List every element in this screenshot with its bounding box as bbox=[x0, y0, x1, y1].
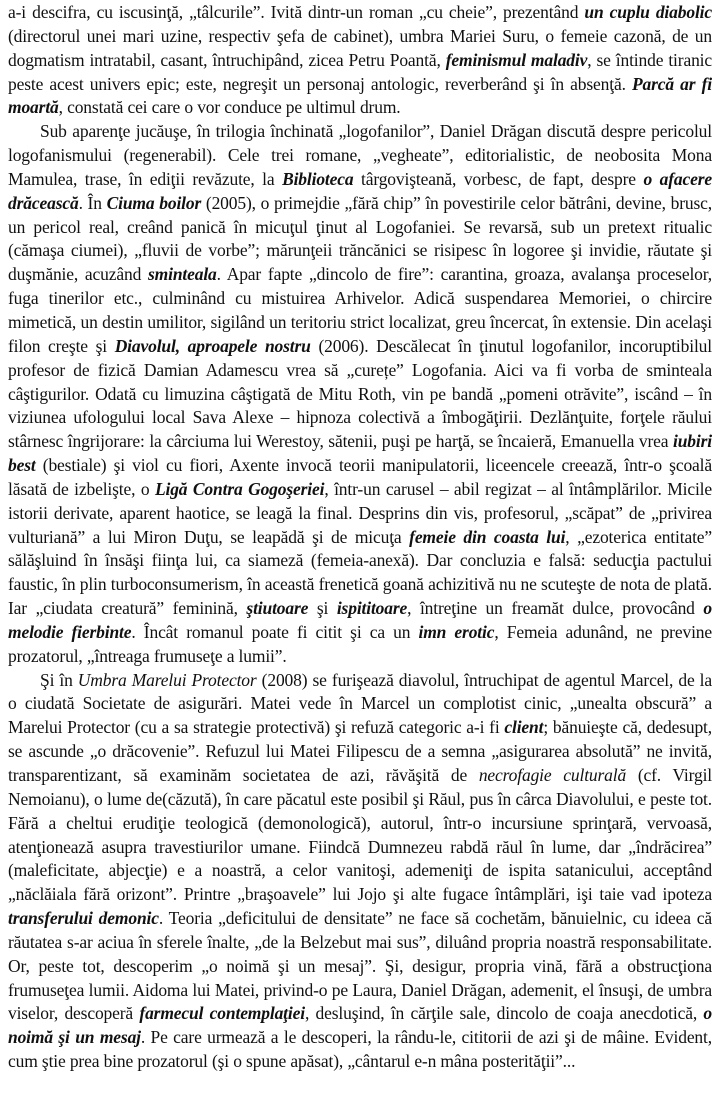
text-run: , se întinde tiranic peste acest univers epic; este, negreşit un personaj antologic, reverberând şi în absenţă. bbox=[8, 49, 712, 94]
text-run: (2006). Descălecat în ţinutul logofanilor, incoruptibilul profesor de fizică Damian Adamescu vrea să „curețe” Logofania. Aici va fi vorba de sminteala câştigurilor. Odată cu limuzina câştigată de Mitu Roth, vin pe bandă „pomeni otrăvite”, iscând – în viziunea ufologului local Sava Alexe – hipnoza colectivă a îmbogăţirii. Dezlănţuite, forţele răului stârnesc îngrijorare: la cârciuma lui Werestoy, sătenii, puşi pe harţă, se încaieră, Emanuella vrea bbox=[8, 335, 712, 452]
text-run: . În bbox=[78, 192, 107, 213]
text-run: Şi în bbox=[40, 669, 78, 690]
text-run: (cf. Virgil Nemoianu), o lume de(căzută), în care păcatul este posibil şi Răul, pus în cârca Diavolului, e peste tot. Fără a cheltui erudiţie teologică (demonologică), autorul, într-o incursiune sprinţară, vervoasă, atenţionează asupra travestiurilor umane. Fiindcă Dumnezeu rabdă răul în lume, dar „îndrăcirea” (maleficitate, abjecţie) e a noastră, a celor vanitoşi, ademeniţi de ispita satanicului, acceptând „năclăiala fără orizont”. Printre „braşoavele” lui Jojo şi alte fugace întâmplări, işi taie vad ipoteza bbox=[8, 765, 712, 905]
emphasized-text: farmecul contemplaţiei bbox=[139, 1003, 305, 1024]
text-run: , desluşind, în cărţile sale, dincolo de coaja anecdotică, bbox=[304, 1003, 704, 1024]
emphasized-text: client bbox=[504, 717, 544, 738]
emphasized-text: Biblioteca bbox=[282, 168, 354, 189]
text-run: (directorul unei mari uzine, respectiv şefa de cabinet), umbra Mariei Suru, o femeie cazonă, de un dogmatism intratabil, casant, întruchipând, zicea Petru Poantă, bbox=[8, 25, 712, 70]
emphasized-text: Umbra Marelui Protector bbox=[77, 669, 257, 690]
text-run: , constată cei care o vor conduce pe ultimul drum. bbox=[58, 97, 401, 118]
text-run: , Femeia adunând, ne previne prozatorul, „întreaga frumuseţe a lumii”. bbox=[8, 621, 712, 666]
emphasized-text: Ciuma boilor bbox=[106, 192, 202, 213]
emphasized-text: o noimă şi un mesaj bbox=[8, 1003, 712, 1048]
text-run: a-i descifra, cu iscusinţă, „tâlcurile”. Ivită dintr-un roman „cu cheie”, prezentând bbox=[8, 2, 585, 22]
text-run: . Teoria „deficitului de densitate” ne face să cochetăm, bănuielnic, cu ideea că răutatea s-ar aciua în sferele înalte, „de la Belzebut mai sus”, diluând propria noastră responsabilitate. Or, peste tot, descoperim „o noimă şi un mesaj”. Şi, desigur, propria vină, fără a obstrucţiona frumuseţea lumii. Aidoma lui Matei, privind-o pe Laura, Daniel Drăgan, ademenit, el însuşi, de umbra viselor, descoperă bbox=[8, 908, 712, 1024]
paragraph-2 bbox=[8, 120, 712, 668]
text-run: , într-un carusel – abil regizat – al întâmplărilor. Micile istorii derivate, aparent haotice, se leagă la final. Desprins din vis, profesorul, „scăpat” de „privirea vulturiană” a lui Miron Duţu, se leapădă şi de micuţa bbox=[8, 478, 712, 547]
emphasized-text: sminteala bbox=[147, 264, 217, 285]
paragraph-1 bbox=[8, 1, 712, 120]
text-run: Sub aparenţe jucăuşe, în trilogia închinată „logofanilor”, Daniel Drăgan discută despre pericolul logofanismului (regenerabil). Cele trei romane, „vegheate”, editorialistic, de neobosita Mona Mamulea, trase, în ediţii revăzute, la bbox=[8, 121, 712, 189]
text-run: , „ezoterica entitate” sălăşluind în însăşi fiinţa lui, ca siameză (femeia-anexă). Dar concluzia e falsă: seducţia pactului faustic, în plin turboconsumerism, în această frenetică goană achizitivă nu ne scuteşte de nota de plată. Iar „ciudata creatură” feminină, bbox=[8, 526, 713, 619]
emphasized-text: iubiri best bbox=[8, 431, 712, 476]
emphasized-text: un cuplu diabolic bbox=[584, 2, 712, 22]
text-run: (bestiale) şi viol cu fiori, Axente invocă teorii manipulatorii, liceencele creează, într-o şcoală lăsată de izbelişte, o bbox=[8, 455, 712, 499]
text-run: târgovişteană, vorbesc, de fapt, despre bbox=[353, 168, 644, 189]
emphasized-text: ispititoare bbox=[336, 598, 408, 619]
text-run: . Încât romanul poate fi citit şi ca un bbox=[131, 621, 419, 642]
text-run: ; bănuieşte că, dedesupt, se ascunde „o drăcovenie”. Refuzul lui Matei Filipescu de a semna „asigurarea absolută” ne invită, transparentizant, să examinăm societatea de azi, răvăşită de bbox=[8, 717, 712, 785]
emphasized-text: necrofagie culturală bbox=[478, 765, 627, 785]
emphasized-text: femeie din coasta lui bbox=[409, 526, 566, 547]
emphasized-text: feminismul maladiv bbox=[445, 49, 588, 70]
text-run: , întreţine un freamăt dulce, provocând bbox=[407, 598, 704, 619]
emphasized-text: transferului demonic bbox=[8, 908, 159, 929]
emphasized-text: o afacere drăcească bbox=[8, 168, 712, 213]
emphasized-text: ştiutoare bbox=[246, 598, 309, 619]
emphasized-text: imn erotic bbox=[418, 621, 495, 642]
text-run: . Apar fapte „dincolo de fire”: carantina, groaza, avalanşa proceselor, fuga tinerilor etc., culminând cu mistuirea Arhivelor. Adică suspendarea Memoriei, o chircire mimetică, un destin umilitor, sigilând un teritoriu strict localizat, greu încercat, în extensie. Din acelaşi filon creşte şi bbox=[8, 264, 712, 356]
emphasized-text: Ligă Contra Gogoşeriei bbox=[154, 478, 325, 499]
text-run: . Pe care urmează a le descoperi, la rându-le, cititorii de azi şi de mâine. Evident, cum ştie prea bine prozatorul (şi o spune apăsat), „cântarul e-n mâna posterităţii”... bbox=[8, 1027, 712, 1072]
emphasized-text: Diavolul, aproapele nostru bbox=[114, 335, 311, 356]
paragraph-3 bbox=[8, 669, 712, 1074]
emphasized-text: o melodie fierbinte bbox=[8, 598, 712, 642]
text-run: (2005), o primejdie „fără chip” în povestirile celor bătrâni, devine, brusc, un pericol real, creând panică în micuţul ţinut al Logofaniei. Se revarsă, sub un pretext ritualic (cămaşa ciumei), „fluvii de vorbe”; mărunţeii trăncănici se risipesc în logoree şi invidie, răutate şi duşmănie, acuzând bbox=[8, 192, 712, 285]
emphasized-text: Parcă ar fi moartă bbox=[8, 73, 712, 118]
text-run: şi bbox=[308, 598, 337, 619]
text-run: (2008) se furişează diavolul, întruchipat de agentul Marcel, de la o ciudată Societate de asigurări. Matei vede în Marcel un complotist cinic, „unealta obscură” a Marelui Protector (cu a sa strategie protectivă) şi refuză categoric a-i fi bbox=[8, 669, 712, 738]
